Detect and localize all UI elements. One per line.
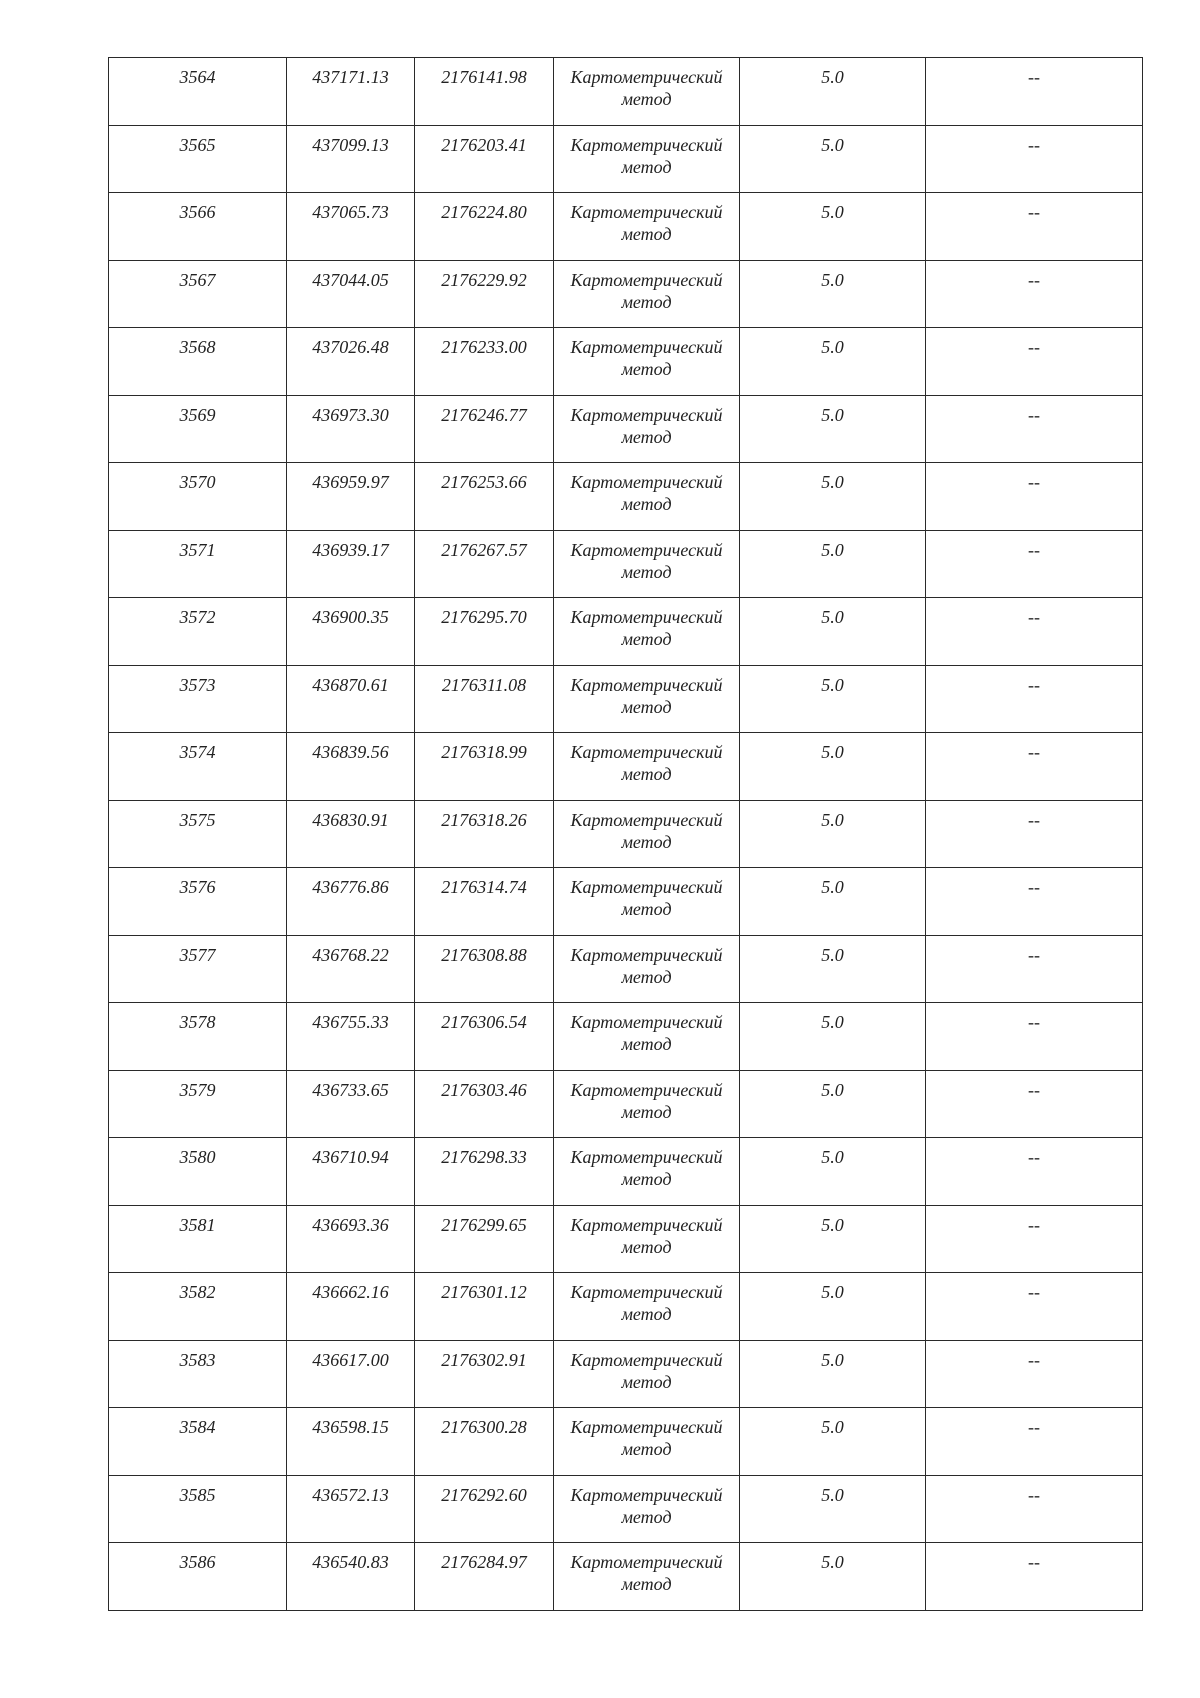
method-line-2: метод bbox=[621, 1034, 672, 1054]
method-line-2: метод bbox=[621, 224, 672, 244]
method-cell bbox=[554, 1070, 740, 1138]
accuracy-cell: 5.0 bbox=[740, 530, 926, 598]
table-row bbox=[109, 1138, 1143, 1206]
point-number-cell: 3577 bbox=[109, 935, 287, 1003]
method-line-2: метод bbox=[621, 1101, 672, 1122]
table-row bbox=[109, 868, 1143, 936]
method-line-1: Картометрический bbox=[570, 1484, 723, 1505]
x-coordinate-cell: 436830.91 bbox=[287, 800, 415, 868]
method-line-1: Картометрический bbox=[570, 337, 723, 357]
y-coordinate-cell: 2176246.77 bbox=[415, 395, 554, 463]
point-number-cell: 3572 bbox=[109, 598, 287, 666]
table-row bbox=[109, 58, 1143, 126]
table-row bbox=[109, 1408, 1143, 1476]
point-number-cell: 3576 bbox=[109, 868, 287, 936]
note-cell: -- bbox=[926, 58, 1143, 126]
point-number-cell: 3586 bbox=[109, 1543, 287, 1611]
accuracy-cell: 5.0 bbox=[740, 328, 926, 396]
x-coordinate-cell: 436693.36 bbox=[287, 1205, 415, 1273]
method-cell bbox=[554, 1408, 740, 1476]
method-line-2: метод bbox=[621, 1506, 672, 1527]
method-line-1: Картометрический bbox=[570, 472, 723, 492]
point-number-cell: 3569 bbox=[109, 395, 287, 463]
method-cell bbox=[554, 260, 740, 328]
accuracy-cell: 5.0 bbox=[740, 463, 926, 531]
table-row bbox=[109, 598, 1143, 666]
table-row bbox=[109, 800, 1143, 868]
method-line-1: Картометрический bbox=[570, 607, 723, 627]
note-cell: -- bbox=[926, 328, 1143, 396]
method-line-2: метод bbox=[621, 494, 672, 514]
y-coordinate-cell: 2176314.74 bbox=[415, 868, 554, 936]
accuracy-cell: 5.0 bbox=[740, 1408, 926, 1476]
note-cell: -- bbox=[926, 733, 1143, 801]
method-line-1: Картометрический bbox=[570, 539, 723, 560]
method-line-1: Картометрический bbox=[570, 742, 723, 762]
method-line-1: Картометрический bbox=[570, 944, 723, 965]
x-coordinate-cell: 436870.61 bbox=[287, 665, 415, 733]
accuracy-cell: 5.0 bbox=[740, 1205, 926, 1273]
note-cell: -- bbox=[926, 1408, 1143, 1476]
method-line-2: метод bbox=[621, 561, 672, 582]
y-coordinate-cell: 2176308.88 bbox=[415, 935, 554, 1003]
method-cell bbox=[554, 125, 740, 193]
accuracy-cell: 5.0 bbox=[740, 1138, 926, 1206]
method-line-1: Картометрический bbox=[570, 67, 723, 87]
method-line-2: метод bbox=[621, 359, 672, 379]
method-cell bbox=[554, 193, 740, 261]
y-coordinate-cell: 2176295.70 bbox=[415, 598, 554, 666]
point-number-cell: 3575 bbox=[109, 800, 287, 868]
note-cell: -- bbox=[926, 1205, 1143, 1273]
y-coordinate-cell: 2176301.12 bbox=[415, 1273, 554, 1341]
point-number-cell: 3581 bbox=[109, 1205, 287, 1273]
accuracy-cell: 5.0 bbox=[740, 1543, 926, 1611]
x-coordinate-cell: 436598.15 bbox=[287, 1408, 415, 1476]
method-line-1: Картометрический bbox=[570, 674, 723, 695]
method-line-2: метод bbox=[621, 966, 672, 987]
x-coordinate-cell: 436733.65 bbox=[287, 1070, 415, 1138]
y-coordinate-cell: 2176318.26 bbox=[415, 800, 554, 868]
method-cell bbox=[554, 1205, 740, 1273]
method-line-1: Картометрический bbox=[570, 1349, 723, 1370]
table-row bbox=[109, 935, 1143, 1003]
table-row bbox=[109, 665, 1143, 733]
point-number-cell: 3566 bbox=[109, 193, 287, 261]
note-cell: -- bbox=[926, 193, 1143, 261]
note-cell: -- bbox=[926, 935, 1143, 1003]
note-cell: -- bbox=[926, 800, 1143, 868]
y-coordinate-cell: 2176292.60 bbox=[415, 1475, 554, 1543]
method-line-1: Картометрический bbox=[570, 1282, 723, 1302]
note-cell: -- bbox=[926, 125, 1143, 193]
x-coordinate-cell: 436768.22 bbox=[287, 935, 415, 1003]
note-cell: -- bbox=[926, 1273, 1143, 1341]
accuracy-cell: 5.0 bbox=[740, 1273, 926, 1341]
method-cell bbox=[554, 733, 740, 801]
point-number-cell: 3568 bbox=[109, 328, 287, 396]
x-coordinate-cell: 436939.17 bbox=[287, 530, 415, 598]
method-line-2: метод bbox=[621, 696, 672, 717]
table-row bbox=[109, 733, 1143, 801]
method-line-2: метод bbox=[621, 1439, 672, 1459]
method-line-1: Картометрический bbox=[570, 269, 723, 290]
method-line-2: метод bbox=[621, 426, 672, 447]
x-coordinate-cell: 436662.16 bbox=[287, 1273, 415, 1341]
table-row bbox=[109, 125, 1143, 193]
y-coordinate-cell: 2176303.46 bbox=[415, 1070, 554, 1138]
table-row bbox=[109, 260, 1143, 328]
x-coordinate-cell: 437044.05 bbox=[287, 260, 415, 328]
point-number-cell: 3585 bbox=[109, 1475, 287, 1543]
table-row bbox=[109, 1475, 1143, 1543]
point-number-cell: 3565 bbox=[109, 125, 287, 193]
accuracy-cell: 5.0 bbox=[740, 193, 926, 261]
method-cell bbox=[554, 58, 740, 126]
table-row bbox=[109, 328, 1143, 396]
note-cell: -- bbox=[926, 1138, 1143, 1206]
point-number-cell: 3567 bbox=[109, 260, 287, 328]
x-coordinate-cell: 436755.33 bbox=[287, 1003, 415, 1071]
method-line-1: Картометрический bbox=[570, 1012, 723, 1032]
y-coordinate-cell: 2176302.91 bbox=[415, 1340, 554, 1408]
x-coordinate-cell: 436710.94 bbox=[287, 1138, 415, 1206]
accuracy-cell: 5.0 bbox=[740, 800, 926, 868]
x-coordinate-cell: 436540.83 bbox=[287, 1543, 415, 1611]
y-coordinate-cell: 2176318.99 bbox=[415, 733, 554, 801]
method-line-1: Картометрический bbox=[570, 134, 723, 155]
method-cell bbox=[554, 1340, 740, 1408]
coordinates-table bbox=[108, 57, 1143, 1611]
point-number-cell: 3573 bbox=[109, 665, 287, 733]
note-cell: -- bbox=[926, 665, 1143, 733]
method-cell bbox=[554, 935, 740, 1003]
y-coordinate-cell: 2176203.41 bbox=[415, 125, 554, 193]
accuracy-cell: 5.0 bbox=[740, 665, 926, 733]
method-line-2: метод bbox=[621, 89, 672, 109]
method-line-1: Картометрический bbox=[570, 1147, 723, 1167]
note-cell: -- bbox=[926, 463, 1143, 531]
method-cell bbox=[554, 1273, 740, 1341]
method-cell bbox=[554, 1003, 740, 1071]
y-coordinate-cell: 2176284.97 bbox=[415, 1543, 554, 1611]
accuracy-cell: 5.0 bbox=[740, 1070, 926, 1138]
method-line-2: метод bbox=[621, 1304, 672, 1324]
accuracy-cell: 5.0 bbox=[740, 1340, 926, 1408]
accuracy-cell: 5.0 bbox=[740, 125, 926, 193]
y-coordinate-cell: 2176141.98 bbox=[415, 58, 554, 126]
point-number-cell: 3574 bbox=[109, 733, 287, 801]
method-line-2: метод bbox=[621, 831, 672, 852]
method-line-2: метод bbox=[621, 291, 672, 312]
point-number-cell: 3579 bbox=[109, 1070, 287, 1138]
method-line-1: Картометрический bbox=[570, 1552, 723, 1572]
point-number-cell: 3583 bbox=[109, 1340, 287, 1408]
y-coordinate-cell: 2176306.54 bbox=[415, 1003, 554, 1071]
x-coordinate-cell: 437099.13 bbox=[287, 125, 415, 193]
note-cell: -- bbox=[926, 1543, 1143, 1611]
method-line-1: Картометрический bbox=[570, 404, 723, 425]
note-cell: -- bbox=[926, 1340, 1143, 1408]
table-row bbox=[109, 1340, 1143, 1408]
method-line-1: Картометрический bbox=[570, 1214, 723, 1235]
method-cell bbox=[554, 463, 740, 531]
x-coordinate-cell: 436973.30 bbox=[287, 395, 415, 463]
accuracy-cell: 5.0 bbox=[740, 395, 926, 463]
x-coordinate-cell: 437065.73 bbox=[287, 193, 415, 261]
method-cell bbox=[554, 1543, 740, 1611]
method-cell bbox=[554, 868, 740, 936]
note-cell: -- bbox=[926, 395, 1143, 463]
x-coordinate-cell: 436776.86 bbox=[287, 868, 415, 936]
method-line-2: метод bbox=[621, 1236, 672, 1257]
y-coordinate-cell: 2176300.28 bbox=[415, 1408, 554, 1476]
method-line-1: Картометрический bbox=[570, 202, 723, 222]
point-number-cell: 3584 bbox=[109, 1408, 287, 1476]
y-coordinate-cell: 2176267.57 bbox=[415, 530, 554, 598]
note-cell: -- bbox=[926, 1475, 1143, 1543]
y-coordinate-cell: 2176298.33 bbox=[415, 1138, 554, 1206]
method-cell bbox=[554, 395, 740, 463]
method-line-2: метод bbox=[621, 156, 672, 177]
method-line-2: метод bbox=[621, 764, 672, 784]
method-cell bbox=[554, 665, 740, 733]
method-cell bbox=[554, 1138, 740, 1206]
method-line-2: метод bbox=[621, 629, 672, 649]
accuracy-cell: 5.0 bbox=[740, 1475, 926, 1543]
accuracy-cell: 5.0 bbox=[740, 868, 926, 936]
x-coordinate-cell: 436839.56 bbox=[287, 733, 415, 801]
note-cell: -- bbox=[926, 260, 1143, 328]
method-cell bbox=[554, 530, 740, 598]
x-coordinate-cell: 436959.97 bbox=[287, 463, 415, 531]
x-coordinate-cell: 436572.13 bbox=[287, 1475, 415, 1543]
point-number-cell: 3570 bbox=[109, 463, 287, 531]
note-cell: -- bbox=[926, 868, 1143, 936]
table-row bbox=[109, 395, 1143, 463]
y-coordinate-cell: 2176224.80 bbox=[415, 193, 554, 261]
accuracy-cell: 5.0 bbox=[740, 58, 926, 126]
method-line-2: метод bbox=[621, 1169, 672, 1189]
method-line-2: метод bbox=[621, 899, 672, 919]
y-coordinate-cell: 2176233.00 bbox=[415, 328, 554, 396]
table-row bbox=[109, 1003, 1143, 1071]
table-row bbox=[109, 193, 1143, 261]
method-line-2: метод bbox=[621, 1371, 672, 1392]
note-cell: -- bbox=[926, 1003, 1143, 1071]
note-cell: -- bbox=[926, 598, 1143, 666]
y-coordinate-cell: 2176311.08 bbox=[415, 665, 554, 733]
method-cell bbox=[554, 328, 740, 396]
note-cell: -- bbox=[926, 1070, 1143, 1138]
accuracy-cell: 5.0 bbox=[740, 733, 926, 801]
table-row bbox=[109, 1205, 1143, 1273]
point-number-cell: 3578 bbox=[109, 1003, 287, 1071]
accuracy-cell: 5.0 bbox=[740, 935, 926, 1003]
accuracy-cell: 5.0 bbox=[740, 260, 926, 328]
method-cell bbox=[554, 1475, 740, 1543]
y-coordinate-cell: 2176253.66 bbox=[415, 463, 554, 531]
note-cell: -- bbox=[926, 530, 1143, 598]
point-number-cell: 3571 bbox=[109, 530, 287, 598]
x-coordinate-cell: 436900.35 bbox=[287, 598, 415, 666]
method-line-1: Картометрический bbox=[570, 877, 723, 897]
table-row bbox=[109, 530, 1143, 598]
method-cell bbox=[554, 598, 740, 666]
coordinates-table-body bbox=[109, 58, 1143, 1611]
x-coordinate-cell: 436617.00 bbox=[287, 1340, 415, 1408]
table-row bbox=[109, 1070, 1143, 1138]
method-line-2: метод bbox=[621, 1574, 672, 1594]
accuracy-cell: 5.0 bbox=[740, 1003, 926, 1071]
x-coordinate-cell: 437026.48 bbox=[287, 328, 415, 396]
table-row bbox=[109, 463, 1143, 531]
point-number-cell: 3580 bbox=[109, 1138, 287, 1206]
method-line-1: Картометрический bbox=[570, 809, 723, 830]
method-line-1: Картометрический bbox=[570, 1417, 723, 1437]
y-coordinate-cell: 2176229.92 bbox=[415, 260, 554, 328]
method-line-1: Картометрический bbox=[570, 1079, 723, 1100]
accuracy-cell: 5.0 bbox=[740, 598, 926, 666]
method-cell bbox=[554, 800, 740, 868]
x-coordinate-cell: 437171.13 bbox=[287, 58, 415, 126]
table-row bbox=[109, 1273, 1143, 1341]
y-coordinate-cell: 2176299.65 bbox=[415, 1205, 554, 1273]
table-row bbox=[109, 1543, 1143, 1611]
point-number-cell: 3582 bbox=[109, 1273, 287, 1341]
point-number-cell: 3564 bbox=[109, 58, 287, 126]
